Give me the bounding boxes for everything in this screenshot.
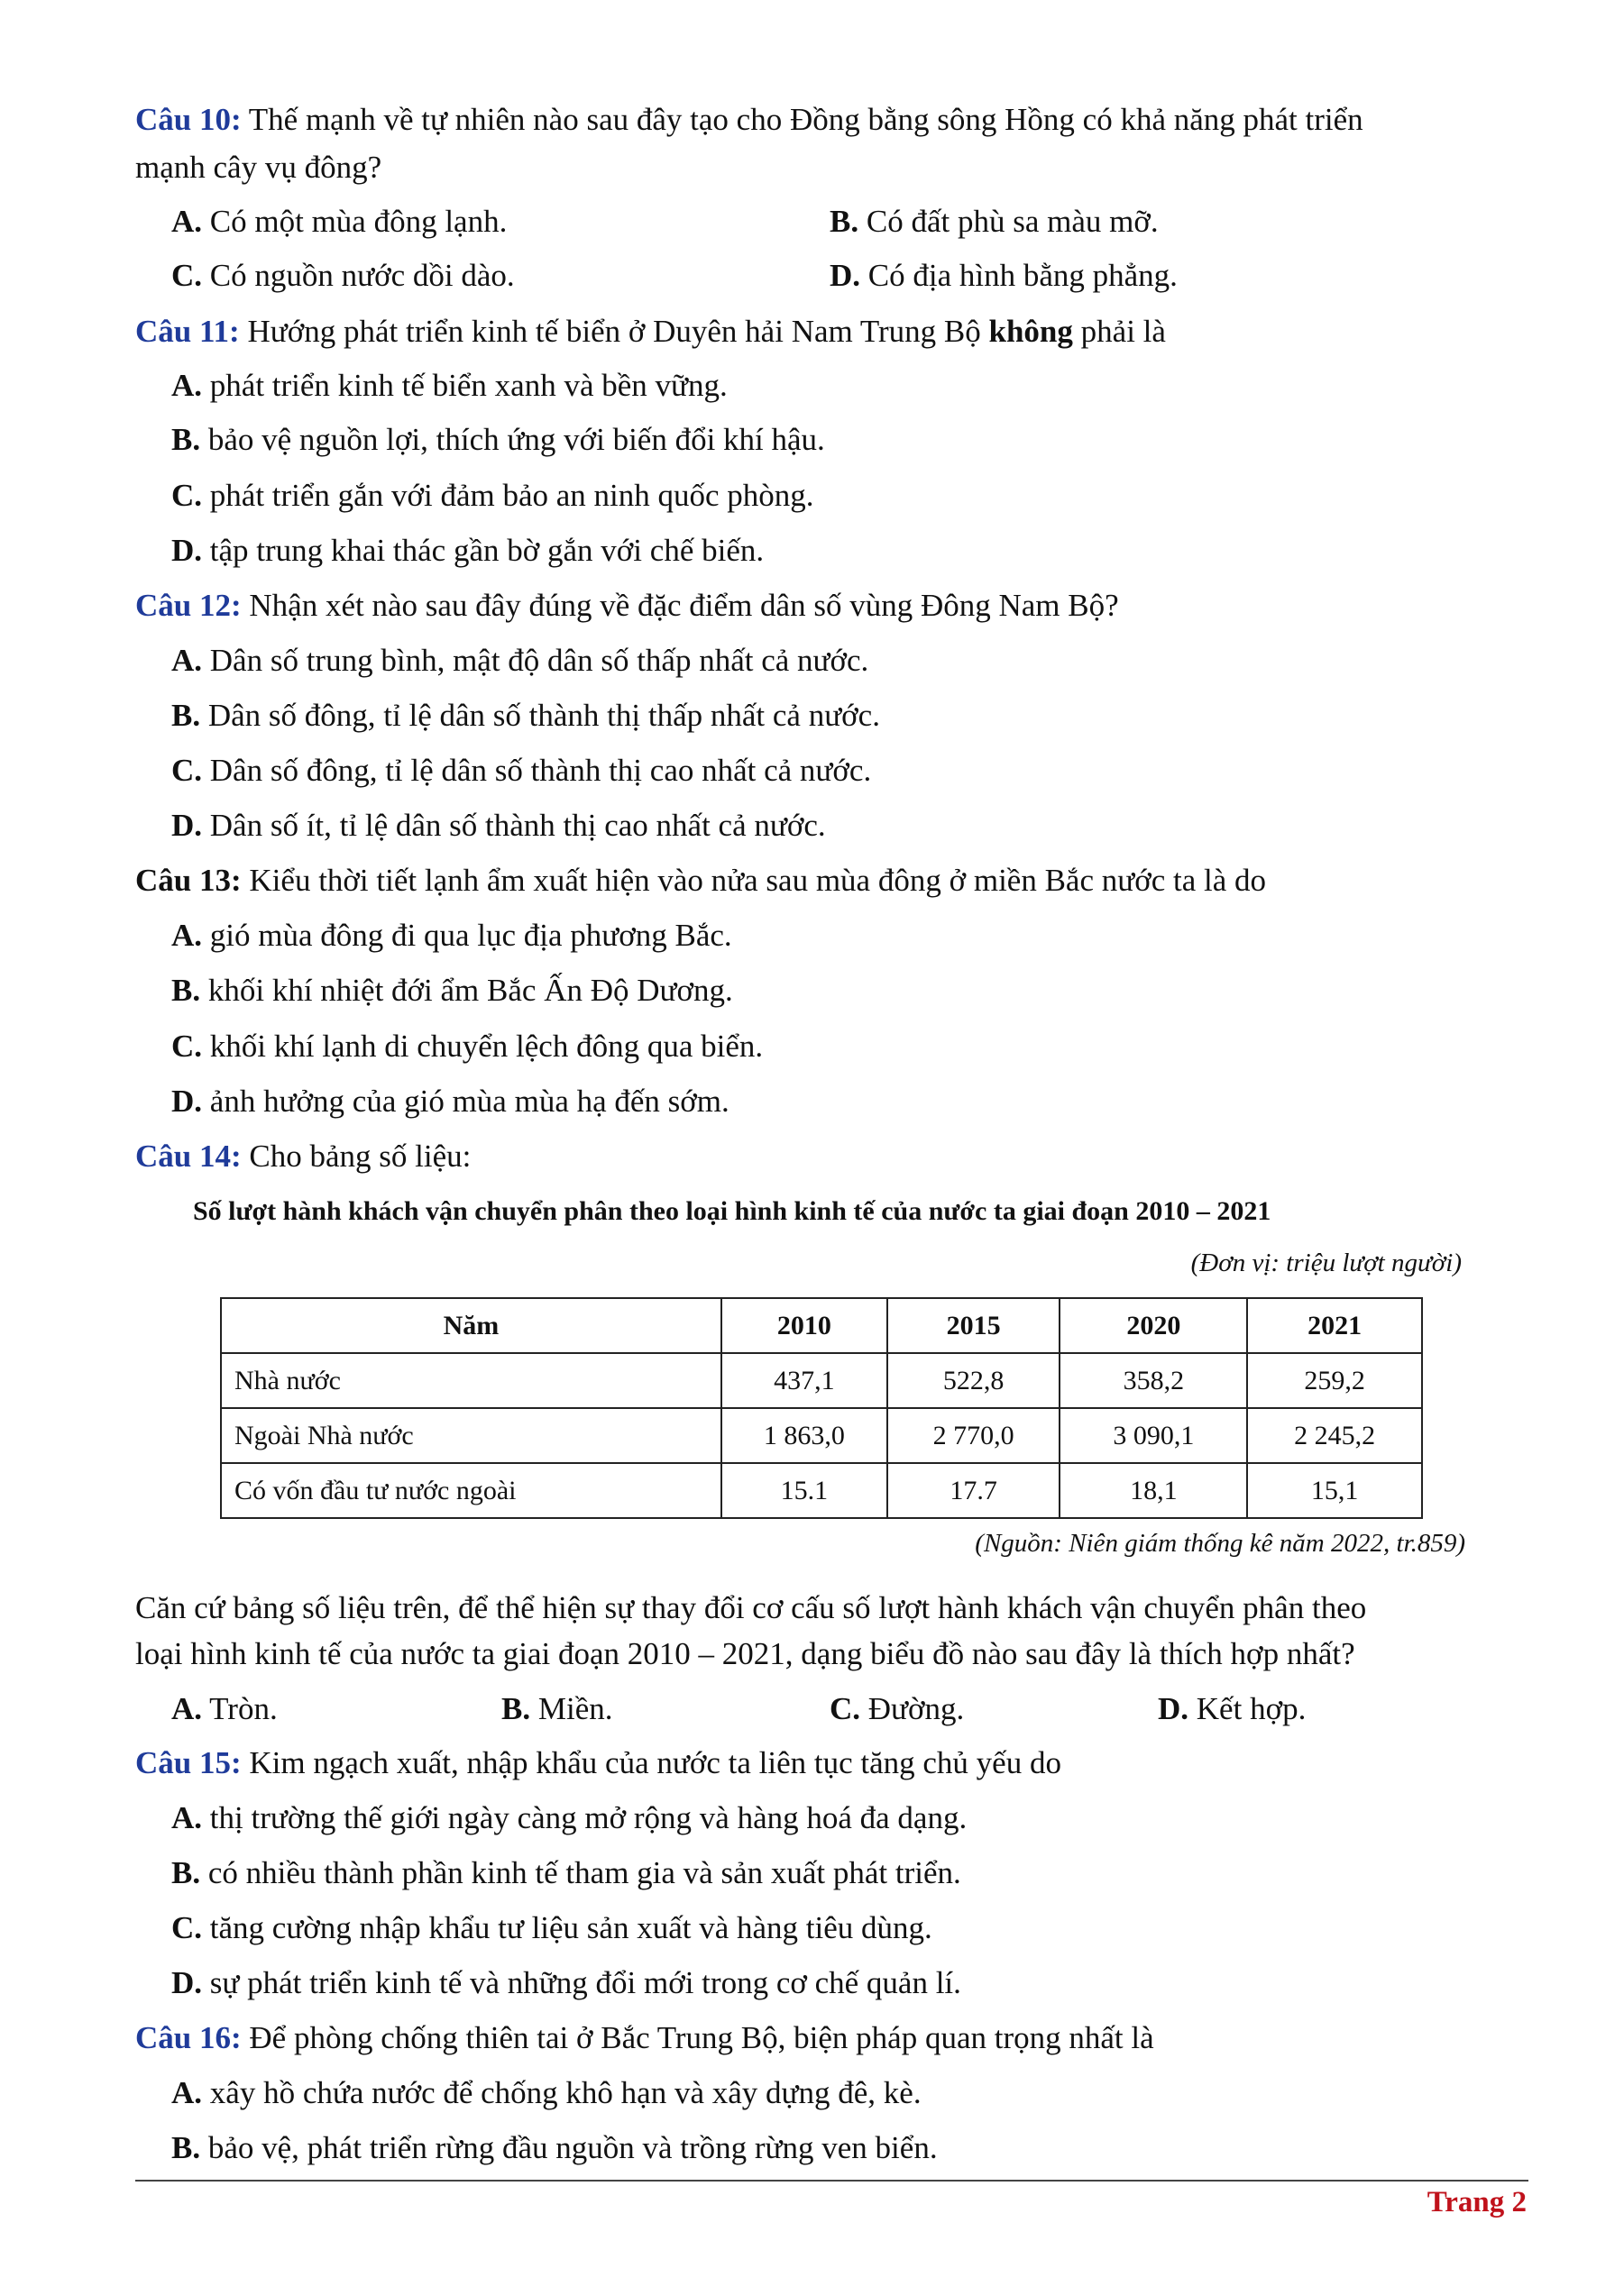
q13-option-c-letter: C. [171,1029,203,1064]
q14-option-d [1158,1688,1306,1730]
table-header-cell: 2015 [887,1298,1060,1353]
table-cell: 2 245,2 [1247,1408,1422,1463]
table-header-cell: 2020 [1060,1298,1247,1353]
q16-option-b [171,2127,938,2169]
q11-stem-b: phải là [1072,314,1166,349]
footer-divider [135,2180,1528,2182]
q11-option-a [171,365,728,407]
q14-option-b [501,1688,613,1730]
q11-option-d-text: tập trung khai thác gần bờ gắn với chế biến. [202,533,765,568]
q15-option-b-letter: B. [171,1855,201,1890]
q10-option-b-text: Có đất phù sa màu mỡ. [858,204,1159,239]
q14-number: Câu 14: [135,1139,242,1174]
q12-option-d-text: Dân số ít, tỉ lệ dân số thành thị cao nhất cả nước. [202,808,826,843]
q11-option-c [171,475,814,517]
q12-option-d [171,805,826,846]
q15-stem-text: Kim ngạch xuất, nhập khẩu của nước ta liên tục tăng chủ yếu do [241,1745,1061,1780]
q16-option-a-letter: A. [171,2075,203,2110]
q11-stem [135,311,1166,352]
q11-stem-a: Hướng phát triển kinh tế biển ở Duyên hải Nam Trung Bộ [239,314,989,349]
q14-stem [135,1136,471,1177]
q10-stem-cont: mạnh cây vụ đông? [135,150,382,185]
table-cell: 3 090,1 [1060,1408,1247,1463]
q11-option-c-letter: C. [171,478,203,513]
q14-option-c-letter: C. [830,1691,861,1726]
q10-option-d-letter: D. [830,258,861,293]
q13-option-a-text: gió mùa đông đi qua lục địa phương Bắc. [202,918,732,953]
table-header-cell: 2010 [721,1298,887,1353]
q15-option-b-text: có nhiều thành phần kinh tế tham gia và sản xuất phát triển. [200,1855,961,1890]
q11-option-d-letter: D. [171,533,203,568]
q10-option-d-text: Có địa hình bằng phẳng. [860,258,1178,293]
q14-option-a-text: Tròn. [202,1691,278,1726]
q16-option-b-letter: B. [171,2130,201,2165]
q10-option-c [171,255,515,297]
q15-option-b [171,1852,961,1894]
q14-option-a [171,1688,278,1730]
q14-option-c [830,1688,964,1730]
q13-option-b [171,970,733,1011]
q13-stem-text: Kiểu thời tiết lạnh ẩm xuất hiện vào nửa sau mùa đông ở miền Bắc nước ta là do [241,863,1267,898]
q10-option-a-letter: A. [171,204,203,239]
q15-option-c-text: tăng cường nhập khẩu tư liệu sản xuất và hàng tiêu dùng. [202,1910,932,1945]
table-cell: 15.1 [721,1463,887,1518]
q14-question-line2: loại hình kinh tế của nước ta giai đoạn 2010 – 2021, dạng biểu đồ nào sau đây là thích hợp nhất? [135,1636,1355,1671]
q15-option-a-letter: A. [171,1800,203,1835]
q15-stem [135,1743,1061,1784]
q15-option-a [171,1797,967,1839]
table-cell: 18,1 [1060,1463,1247,1518]
table-cell: 259,2 [1247,1353,1422,1408]
q10-number: Câu 10: [135,102,242,137]
q14-option-a-letter: A. [171,1691,203,1726]
table-title: Số lượt hành khách vận chuyển phân theo loại hình kinh tế của nước ta giai đoạn 2010 – 2021 [193,1196,1271,1226]
q13-option-b-letter: B. [171,973,201,1008]
q11-option-d [171,530,764,572]
q12-option-b [171,695,880,736]
q16-option-b-text: bảo vệ, phát triển rừng đầu nguồn và trồng rừng ven biển. [200,2130,938,2165]
q15-option-a-text: thị trường thế giới ngày càng mở rộng và hàng hoá đa dạng. [202,1800,968,1835]
q12-option-b-text: Dân số đông, tỉ lệ dân số thành thị thấp nhất cả nước. [200,698,880,733]
q15-option-d-letter: D. [171,1965,203,2000]
q13-option-d-text: ảnh hưởng của gió mùa mùa hạ đến sớm. [202,1084,729,1119]
q10-option-d [830,255,1178,297]
q11-option-a-text: phát triển kinh tế biển xanh và bền vững. [202,368,728,403]
q10-option-a [171,201,507,242]
q11-stem-keyword: không [988,314,1073,349]
q12-stem-text: Nhận xét nào sau đây đúng về đặc điểm dân số vùng Đông Nam Bộ? [241,588,1119,623]
table-cell: 15,1 [1247,1463,1422,1518]
q11-option-c-text: phát triển gắn với đảm bảo an ninh quốc phòng. [202,478,814,513]
q10-option-a-text: Có một mùa đông lạnh. [202,204,508,239]
table-row [221,1353,1422,1408]
q14-option-d-text: Kết hợp. [1188,1691,1307,1726]
q14-option-c-text: Đường. [860,1691,965,1726]
q13-option-a [171,915,732,956]
q10-option-c-letter: C. [171,258,203,293]
table-cell: 1 863,0 [721,1408,887,1463]
q12-option-a [171,640,868,681]
table-cell: 522,8 [887,1353,1060,1408]
q14-option-b-letter: B. [501,1691,531,1726]
q10-option-b [830,201,1159,242]
q13-option-c [171,1026,763,1067]
q13-option-c-text: khối khí lạnh di chuyển lệch đông qua biển. [202,1029,764,1064]
q12-number: Câu 12: [135,588,242,623]
q10-stem [135,99,1363,141]
q15-option-c [171,1907,932,1949]
q12-option-c-letter: C. [171,753,203,788]
q13-option-b-text: khối khí nhiệt đới ẩm Bắc Ấn Độ Dương. [200,973,733,1008]
q14-question-line1: Căn cứ bảng số liệu trên, để thể hiện sự thay đổi cơ cấu số lượt hành khách vận chuyển phân theo [135,1590,1367,1625]
table-source: (Nguồn: Niên giám thống kê năm 2022, tr.859) [975,1529,1465,1558]
q15-option-c-letter: C. [171,1910,203,1945]
q11-option-b [171,419,825,461]
table-cell: 17.7 [887,1463,1060,1518]
page-number: Trang 2 [1427,2186,1527,2218]
table-cell: 2 770,0 [887,1408,1060,1463]
q14-option-b-text: Miền. [530,1691,613,1726]
table-cell: 358,2 [1060,1353,1247,1408]
q16-number: Câu 16: [135,2020,242,2055]
q11-number: Câu 11: [135,314,240,349]
table-header-row [221,1298,1422,1353]
q12-option-a-text: Dân số trung bình, mật độ dân số thấp nhất cả nước. [202,643,869,678]
q13-option-a-letter: A. [171,918,203,953]
q15-option-d-text: sự phát triển kinh tế và những đổi mới trong cơ chế quản lí. [202,1965,961,2000]
q12-option-d-letter: D. [171,808,203,843]
q10-option-b-letter: B. [830,204,859,239]
table-header-cell: Năm [221,1298,721,1353]
q13-option-d-letter: D. [171,1084,203,1119]
q13-stem [135,860,1266,901]
q12-stem [135,585,1119,627]
q16-stem-text: Để phòng chống thiên tai ở Bắc Trung Bộ, biện pháp quan trọng nhất là [241,2020,1154,2055]
q10-stem-text: Thế mạnh về tự nhiên nào sau đây tạo cho Đồng bằng sông Hồng có khả năng phát triển [241,102,1363,137]
q15-number: Câu 15: [135,1745,242,1780]
q13-number: Câu 13: [135,863,242,898]
q11-option-b-letter: B. [171,422,201,457]
table-cell: 437,1 [721,1353,887,1408]
q12-option-c-text: Dân số đông, tỉ lệ dân số thành thị cao nhất cả nước. [202,753,872,788]
q16-stem [135,2017,1154,2059]
table-row-label: Nhà nước [221,1353,721,1408]
q13-option-d [171,1081,729,1122]
q14-stem-text: Cho bảng số liệu: [241,1139,472,1174]
q16-option-a [171,2072,922,2114]
q11-option-b-text: bảo vệ nguồn lợi, thích ứng với biến đổi khí hậu. [200,422,825,457]
q12-option-a-letter: A. [171,643,203,678]
q15-option-d [171,1962,961,2004]
table-row-label: Ngoài Nhà nước [221,1408,721,1463]
q16-option-a-text: xây hồ chứa nước để chống khô hạn và xây dựng đê, kè. [202,2075,922,2110]
table-row [221,1463,1422,1518]
q11-option-a-letter: A. [171,368,203,403]
table-header-cell: 2021 [1247,1298,1422,1353]
passenger-table [220,1297,1423,1519]
q10-option-c-text: Có nguồn nước dồi dào. [202,258,515,293]
q14-option-d-letter: D. [1158,1691,1189,1726]
table-unit: (Đơn vị: triệu lượt người) [1190,1249,1462,1277]
table-row-label: Có vốn đầu tư nước ngoài [221,1463,721,1518]
table-row [221,1408,1422,1463]
q12-option-b-letter: B. [171,698,201,733]
q12-option-c [171,750,871,791]
